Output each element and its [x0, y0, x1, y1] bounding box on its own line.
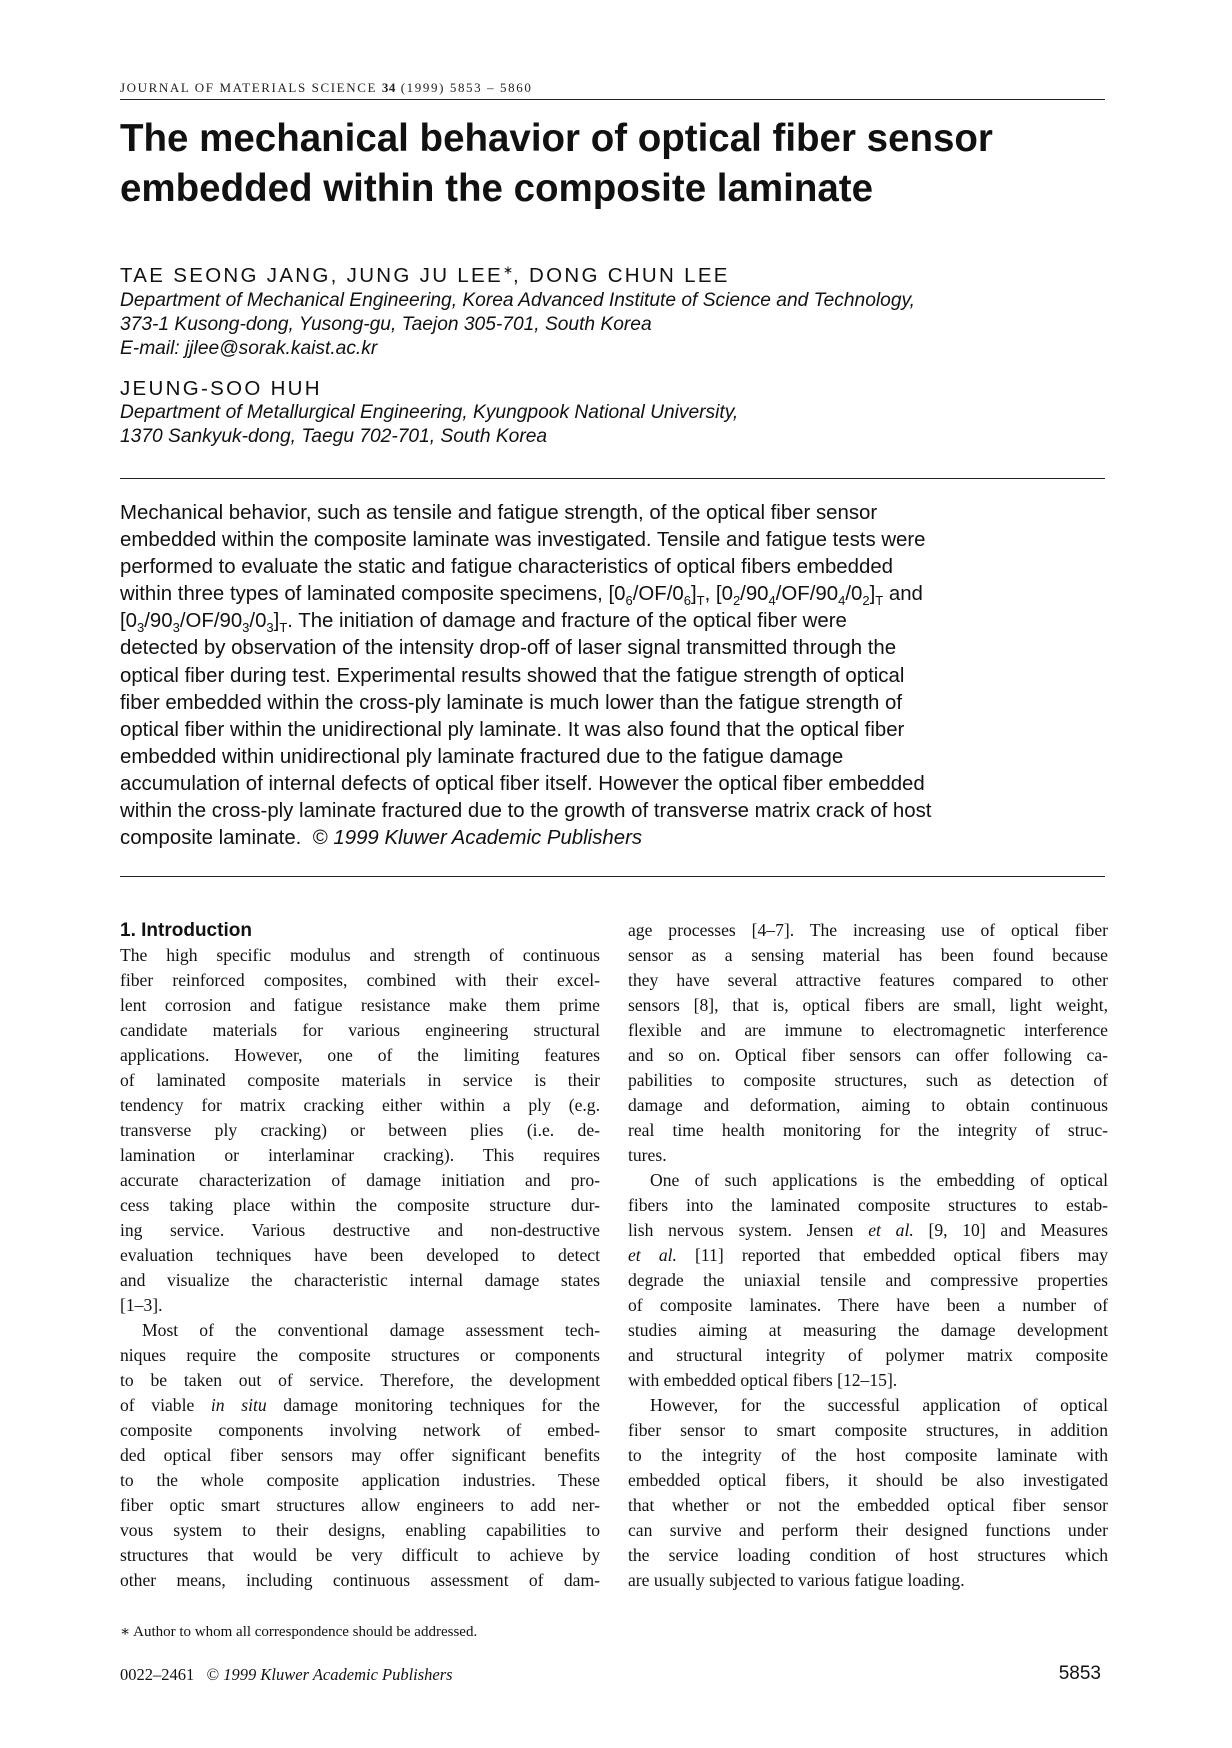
body-text-line: applications. However, one of the limiting features	[120, 1045, 600, 1065]
body-text-line: of composite laminates. There have been a number of	[628, 1295, 1108, 1315]
body-text-line: fibers into the laminated composite structures to estab-	[628, 1195, 1108, 1215]
copyright-icon: ©	[206, 1665, 220, 1684]
journal-year-pages: (1999) 5853 – 5860	[400, 80, 533, 95]
page-number: 5853	[1058, 1663, 1101, 1684]
body-text-line: to the integrity of the host composite laminate with	[628, 1445, 1108, 1465]
body-text-line: accurate characterization of damage initiation and pro-	[120, 1170, 600, 1190]
body-text-line: [1–3].	[120, 1295, 163, 1315]
body-text-line: and so on. Optical fiber sensors can offer following ca-	[628, 1045, 1108, 1065]
affiliation-line: Department of Mechanical Engineering, Korea Advanced Institute of Science and Technology,	[120, 290, 915, 311]
body-text-line: fiber sensor to smart composite structures, in addition	[628, 1420, 1108, 1440]
abstract-line: performed to evaluate the static and fatigue characteristics of optical fibers embedded	[120, 556, 894, 579]
body-text-line: tendency for matrix cracking either within a ply (e.g.	[120, 1095, 600, 1115]
body-text-line: other means, including continuous assessment of dam-	[120, 1570, 600, 1590]
running-header	[120, 80, 1105, 100]
body-text-line: are usually subjected to various fatigue loading.	[628, 1570, 965, 1590]
body-text-line: with embedded optical fibers [12–15].	[628, 1370, 898, 1390]
footer-issn-line	[120, 1665, 453, 1685]
body-text-line: embedded optical fibers, it should be also investigated	[628, 1470, 1108, 1490]
issn: 0022–2461	[120, 1665, 195, 1684]
body-text-line: sensors [8], that is, optical fibers are small, light weight,	[628, 995, 1108, 1015]
affiliation-line: 1370 Sankyuk-dong, Taegu 702-701, South Korea	[120, 426, 548, 447]
abstract-line: optical fiber within the unidirectional ply laminate. It was also found that the optical fiber	[120, 718, 905, 741]
body-text-line: real time health monitoring for the integrity of struc-	[628, 1120, 1108, 1140]
body-text-line: age processes [4–7]. The increasing use of optical fiber	[628, 920, 1108, 940]
section-heading: 1. Introduction	[120, 920, 252, 941]
body-text-line: lent corrosion and fatigue resistance make them prime	[120, 995, 600, 1015]
journal-name: JOURNAL OF MATERIALS SCIENCE	[120, 80, 378, 95]
body-text-line: However, for the successful application of optical	[650, 1395, 1108, 1415]
title-line: embedded within the composite laminate	[120, 167, 874, 210]
body-text-line: et al. [11] reported that embedded optical fibers may	[628, 1245, 1109, 1265]
abstract-line: embedded within the composite laminate was investigated. Tensile and fatigue tests were	[120, 529, 926, 552]
body-text-line: niques require the composite structures or components	[120, 1345, 600, 1365]
abstract-line: detected by observation of the intensity drop-off of laser signal transmitted through the	[120, 637, 897, 660]
body-text-line: cess taking place within the composite structure dur-	[120, 1195, 600, 1215]
body-text-line: the service loading condition of host structures which	[628, 1545, 1108, 1565]
body-text-line: can survive and perform their designed functions under	[628, 1520, 1108, 1540]
body-text-line: Most of the conventional damage assessment tech-	[142, 1320, 600, 1340]
title-line: The mechanical behavior of optical fiber sensor	[120, 117, 993, 160]
affiliation	[120, 401, 1105, 449]
body-text-line: transverse ply cracking) or between plies (i.e. de-	[120, 1120, 600, 1140]
body-text-line: they have several attractive features compared to other	[628, 970, 1108, 990]
body-text-line: to be taken out of service. Therefore, the development	[120, 1370, 600, 1390]
body-text-line: evaluation techniques have been developed to detect	[120, 1245, 600, 1265]
affiliation-line: Department of Metallurgical Engineering, Kyungpook National University,	[120, 402, 739, 423]
body-text-line: tures.	[628, 1145, 667, 1165]
body-text-line: to the whole composite application industries. These	[120, 1470, 600, 1490]
body-text-line: ded optical fiber sensors may offer significant benefits	[120, 1445, 600, 1465]
body-text-line: The high specific modulus and strength of continuous	[120, 945, 600, 965]
body-column-left	[120, 918, 600, 1593]
body-text-line: composite components involving network of embed-	[120, 1420, 600, 1440]
paper-title	[120, 114, 1105, 214]
author-names: , DONG CHUN LEE	[513, 263, 730, 287]
abstract-line: within the cross-ply laminate fractured due to the growth of transverse matrix crack of host	[120, 800, 932, 823]
abstract-line: embedded within unidirectional ply laminate fractured due to the fatigue damage	[120, 745, 844, 768]
publisher: 1999 Kluwer Academic Publishers	[223, 1665, 453, 1684]
abstract-line: optical fiber during test. Experimental results showed that the fatigue strength of optical	[120, 664, 905, 687]
body-text-line: ing service. Various destructive and non-destructive	[120, 1220, 600, 1240]
divider	[120, 876, 1105, 877]
abstract-line: composite laminate. © 1999 Kluwer Academic Publishers	[120, 827, 643, 850]
body-text-line: fiber reinforced composites, combined with their excel-	[120, 970, 600, 990]
abstract-line: within three types of laminated composite specimens, $[0_6/OF/0_6]_T$, $[0_2/90_4/OF/90_4/0_2]_T$ and	[120, 583, 923, 609]
body-text-line: damage and deformation, aiming to obtain continuous	[628, 1095, 1108, 1115]
body-text-line: that whether or not the embedded optical fiber sensor	[628, 1495, 1108, 1515]
body-text-line: degrade the uniaxial tensile and compressive properties	[628, 1270, 1108, 1290]
body-text-line: structures that would be very difficult to achieve by	[120, 1545, 600, 1565]
email-line: E-mail: jjlee@sorak.kaist.ac.kr	[120, 338, 378, 359]
body-text-line: flexible and are immune to electromagnetic interference	[628, 1020, 1108, 1040]
abstract-line: Mechanical behavior, such as tensile and fatigue strength, of the optical fiber sensor	[120, 502, 878, 524]
author-list	[120, 377, 1105, 401]
copyright-icon: ©	[312, 827, 328, 850]
body-text-line: candidate materials for various engineering structural	[120, 1020, 600, 1040]
body-text-line: pabilities to composite structures, such as detection of	[628, 1070, 1108, 1090]
divider	[120, 478, 1105, 479]
body-text-line: lish nervous system. Jensen et al. [9, 10] and Measures	[628, 1220, 1108, 1240]
journal-volume: 34	[381, 80, 396, 95]
body-text-line: studies aiming at measuring the damage development	[628, 1320, 1108, 1340]
body-text-line: vous system to their designs, enabling capabilities to	[120, 1520, 600, 1540]
author-list	[120, 263, 1105, 288]
footnote: ∗ Author to whom all correspondence should be addressed.	[120, 1624, 478, 1640]
body-text-line: and structural integrity of polymer matrix composite	[628, 1345, 1108, 1365]
body-text-line: of laminated composite materials in service is their	[120, 1070, 600, 1090]
body-text-line: and visualize the characteristic internal damage states	[120, 1270, 600, 1290]
body-text-line: sensor as a sensing material has been found because	[628, 945, 1108, 965]
corresponding-author-mark: ∗	[502, 263, 514, 277]
author-names: JEUNG-SOO HUH	[120, 377, 322, 400]
affiliation-line: 373-1 Kusong-dong, Yusong-gu, Taejon 305-701, South Korea	[120, 314, 652, 335]
abstract-line: fiber embedded within the cross-ply laminate is much lower than the fatigue strength of	[120, 691, 903, 714]
body-text-line: One of such applications is the embedding of optical	[650, 1170, 1108, 1190]
affiliation	[120, 289, 1105, 361]
abstract-line: accumulation of internal defects of optical fiber itself. However the optical fiber embedded	[120, 772, 925, 795]
body-text-line: fiber optic smart structures allow engineers to add ner-	[120, 1495, 600, 1515]
body-text-line: of viable in situ damage monitoring techniques for the	[120, 1395, 600, 1415]
abstract-line: $[0_3/90_3/OF/90_3/0_3]_T$. The initiation of damage and fracture of the optical fiber were	[120, 610, 847, 636]
author-names: TAE SEONG JANG, JUNG JU LEE	[120, 263, 503, 287]
body-column-right	[628, 918, 1108, 1593]
body-text-line: lamination or interlaminar cracking). This requires	[120, 1145, 600, 1165]
abstract	[120, 500, 1105, 852]
